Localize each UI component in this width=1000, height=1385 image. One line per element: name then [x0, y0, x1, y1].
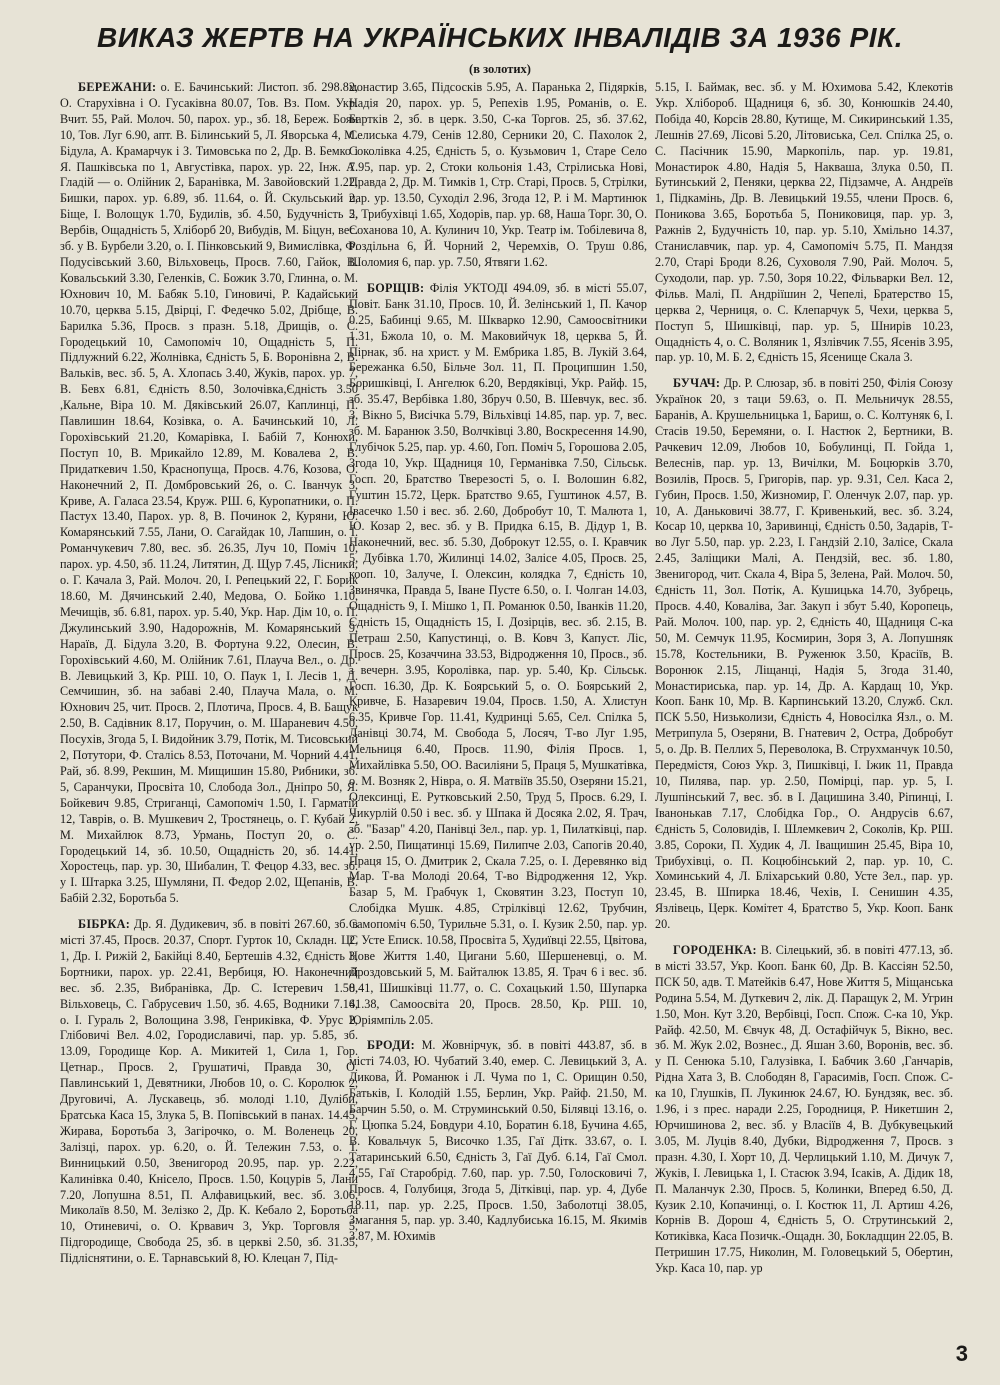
section-paragraph: [349, 1038, 647, 1245]
section-text: Філія УКТОДІ 494.09, зб. в місті 55.07, Повіт. Банк 31.10, Просв. 10, Й. Зелінський 1, П. Качор 0.25, Бабинці 9.65, М. Шкварко 12.90, Самоосвітники 1.31, Бжола 10, о. М. Маковийчук 18, церква 5, Й. Пірнак, зб. на христ. у М. Ембрика 1.85, В. Лукій 3.64, Бережанка 6.50, Більче Зол. 11, П. Проципшин 1.50, Боришківці, І. Ангелюк 6.20, Вердяківці, Укр. Райф. 15, зб. 35.47, Вербівка 1.80, Збруч 0.50, В. Шевчук, вес. зб. 3, Вікно 5, Висічка 5.79, Вільхівці 14.85, пар. ур. 7, вес. зб. М. Баранюк 3.50, Волчківці 3.80, Воскресення 14.90, Глубічок 5.25, пар. ур. 4.60, Гоп. Поміч 5, Горошова 2.05, Згода 10, Укр. Щадниця 10, Германівка 7.50, Сільськ. Госп. 20, Братство Тверезості 5, о. І. Волошин 6.82, Гуштин 15.72, Церк. Братство 9.65, Гуштинок 4.57, В. Івасечко 1.50 і вес. зб. 2.60, Добробут 10, Т. Малюта 1, Ю. Козар 2, вес. зб. у В. Придка 6.15, В. Дідур 1, В. Наконечний, вес. зб. 5.30, Доброкут 12.55, о. І. Кравчик 5, Дубівка 1.70, Жилинці 14.02, Залісе 4.05, Просв. 25, кооп. 10, Залуче, І. Олексин, колядка 7, Єдність 10, Звинячка, Правда 5, Іване Пусте 6.50, о. І. Чолган 14.03, Ощадність 9, І. Мішко 1, П. Романюк 0.50, Іванків 11.20, Єдність 15, Ощадність 15, І. Дозірців, вес. зб. 2.15, В. Петраш 2.50, Капустинці, о. В. Ковч 3, Капуст. Ліс, Просв. 25, Козаччина 33.53, Відродження 10, Просв., зб. з вечерн. 3.95, Королівка, пар. ур. 5.40, Кр. Сільськ. Госп. 16.30, Др. К. Боярський 5, о. О. Боярський 2, Кривче, Б. Назаревич 19.04, Просв. 1.50, А. Хлистун 6.35, Кривче Гор. 11.41, Кудринці 5.65, Сел. Спілка 5, Ланівці 30.74, М. Свобода 5, Лосяч, Т-во Луг 1.95, Мельниця 6.40, Просв. 11.90, Філія Просв. 1, Михайлівка 5.50, ОО. Василіяни 5, Праця 5, Мушкатівка, о. М. Возняк 2, Нівра, о. Я. Матвіїв 35.50, Озеряни 15.21, Олексинці, Е. Рутковський 2.50, Труд 5, Просв. 6.29, І. Чикурлій 0.50 і вес. зб. у Шпака й Досяка 2.02, Я. Трач, зб. "Базар" 4.20, Панівці Зел., пар. ур. 1, Пилатківці, пар. ур. 2.50, Пищатинці 15.69, Пилипче 2.03, Сапогів 20.40, Праця 15, О. Дмитрик 2, Скала 7.25, о. І. Деревянко від Мар. Т-ва Молоді 20.64, Т-во Відродження 12, Укр. Базар 5, М. Грабчук 1, Сковятин 3.23, Поступ 10, Слобідка Мушк. 4.85, Стрілківці 12.62, Трубчин, Самопоміч 6.50, Турильче 5.31, о. І. Кузик 2.50, пар. ур. 2, Усте Еписк. 10.58, Просвіта 5, Худиївці 22.55, Цвітова, Нове Життя 1.40, Цигани 5.60, Шершеневці, о. М. Дроздовський 5, М. Байталюк 13.85, Я. Трач 6 і вес. зб. 8.41, Шишківці 11.77, о. С. Сохацький 1.50, Шупарка 41.38, Самоосвіта 20, Просв. 28.50, Кр. РШ. 10, Юріямпіль 2.05.: [349, 280, 647, 1027]
section-heading: БРОДИ:: [367, 1038, 416, 1053]
section-heading: БЕРЕЖАНИ:: [78, 80, 157, 94]
section-heading: БОРЩІВ:: [367, 280, 425, 295]
section-paragraph: [349, 281, 647, 1029]
section-paragraph: [60, 80, 358, 907]
page-subtitle: (в золотих): [469, 62, 531, 76]
section-heading: БУЧАЧ:: [673, 376, 721, 391]
text-column-3: [655, 80, 953, 1355]
text-column-1: [60, 80, 358, 1355]
page-number: 3: [955, 1341, 968, 1366]
continued-paragraph: [655, 80, 953, 366]
section-text: монастир 3.65, Підсосків 5.95, А. Паранька 2, Підярків, Надія 20, парох. ур. 5, Репехів 1.95, Романів, о. Е. Бартків 2, зб. в церк. 3.50, С-ка Торгов. 25, зб. 37.62, Селиська 4.79, Сенів 12.80, Серники 20, С. Пахолок 2, Соколівка 4.25, Єдність 5, о. Кузьмович 1, Старе Село 7.95, пар. ур. 2, Стоки кольонія 1.43, Стрілиська Нові, Правда 2, Др. М. Тимків 1, Стр. Старі, Просв. 5, Стрілки, пар. ур. 13.50, Суходіл 2.96, Згода 12, Р. і М. Мартинюк 2, Трибухівці 1.65, Ходорів, пар. ур. 68, Наша Торг. 30, О. Соханова 10, А. Кулинич 10, Укр. Театр ім. Тобілевича 8, Роздільна 6, Й. Чорний 2, Черемхів, О. Труш 0.86, Шоломия 6, пар. ур. 7.50, Ятвяги 1.62.: [349, 80, 647, 269]
text-column-2: [349, 80, 647, 1355]
section-text: 5.15, І. Баймак, вес. зб. у М. Юхимова 5.42, Клекотів Укр. Хлібороб. Щадниця 6, зб. 30, Конюшків 24.40, Побіда 40, Корсів 28.80, Кутище, М. Сикиринський 1.35, Лешнів 27.69, Лісові 5.20, Літовиська, Сел. Спілка 25, о. С. Пасічник 15.90, Маркопіль, пар. ур. 19.81, Монастирок 4.80, Надія 5, Наквашa, Злука 0.50, П. Бутинський 2, Пеняки, церква 22, Підзамче, А. Андреїв 1, Підкамінь, Др. В. Левицький 19.55, члени Просв. 6, Поникова 3.65, Боротьба 5, Пониковиця, пар. ур. 3, Ражнів 2, Будучність 10, пар. ур. 5.10, Хмільно 14.37, Станиславчик, пар. ур. 4, Самопоміч 5.75, П. Мандзя 2.70, Старі Броди 8.26, Суховоля 7.90, Рай. Молоч. 5, Суходоли, пар. ур. 7.50, Зоря 10.22, Фільварки Вел. 12, Фільв. Малі, П. Андріїшин 2, Чепелі, Братерство 15, церква 2, Черниця, о. С. Клепарчук 5, Чехи, церква 5, Поступ 5, Шишківці, пар. ур. 5, Шнирів 10.23, Ощадність 4, о. С. Воляник 1, Язлівчик 7.55, Ясенів 3.95, пар. ур. 10, М. Б. 2, Єдність 15, Ясенище Скала 3.: [655, 80, 953, 365]
section-text: Др. Я. Дудикевич, зб. в повіті 267.60, зб. в місті 37.45, Просв. 20.37, Спорт. Гурток 10, Складн. ЦС 1, Др. І. Рижій 2, Бакійці 8.40, Бертешів 4.32, Єдність 3, Бортники, парох. ур. 22.41, Вербиця, Ю. Наконечний вес. зб. 2.35, Вибранівка, Др. С. Істеревич 1.50, Вільховець, С. Габрусевич 1.50, зб. 4.65, Водники 7.16, о. І. Гураль 2, Волощина 3.98, Генриківка, Ф. Урус 2, Глібовичі Вел. 4.02, Городиславичі, пар. ур. 5.85, зб. 13.09, Городище Кор. А. Микитей 1, Сила 1, Гор. Цетнар., Просв. 2, Грушатичі, Правда 30, О. Павлинський 1, Девятники, Любов 10, о. С. Королюк 2, Друговичі, А. Лускавець, зб. молоді 1.10, Дуліби, Братська Каса 15, Злука 5, В. Попівський в панах. 14.45, Жирава, Боротьба 3, Загірочко, о. М. Воленець 20, Залізці, парох. ур. 6.20, о. Й. Тележин 7.53, о. І. Винницький 0.50, Звенигород 20.95, пар. ур. 2.22, Калинівка 0.40, Кнісело, Просв. 1.50, Коцурів 5, Лани 7.20, Лопушна 8.51, П. Алфавицький, вес. зб. 3.06, Миколаїв 8.50, М. Зелізко 2, Др. К. Кебало 2, Боротьба 10, Отиневичі, о. О. Крвавич 3, Укр. Торговля 5, Підгородище, Свобода 25, зб. в церкві 2.50, зб. 31.35, Підліснятини, о. Е. Тарнавський 8, Ю. Клецан 7, Під-: [60, 917, 358, 1266]
section-text: М. Жовнірчук, зб. в повіті 443.87, зб. в місті 74.03, Ю. Чубатий 3.40, емер. С. Левицький 3, А. Дикова, Й. Романюк і Л. Чума по 1, С. Орищин 0.50, Батьків, І. Колодій 1.55, Берлин, Укр. Райф. 21.50, М. Барчин 5.50, о. М. Струминський 0.50, Білявці 13.16, о. Г. Цюпка 5.24, Бовдури 4.10, Боратин 6.18, Бучина 4.65, В. Ковальчук 5, Височко 1.35, Гаї Дітк. 33.67, о. І. Татаринський 6.50, Єдність 3, Гаї Дуб. 6.14, Гаї Смол. 4.55, Гаї Старобрід. 7.60, пар. ур. 7.50, Голосковичі 7, Просв. 4, Голубиця, Згода 5, Дітківці, пар. ур. 4, Дубе 18.11, пар. ур. 2.25, Просв. 1.50, Заболотці 38.05, Змагання 5, пар. ур. 3.40, Кадлубиська 16.15, М. Якимів 3.87, М. Юхимів: [349, 1038, 647, 1244]
section-heading: БІБРКА:: [78, 917, 131, 932]
page-title: ВИКАЗ ЖЕРТВ НА УКРАЇНСЬКИХ ІНВАЛІДІВ ЗА 1936 РІК.: [97, 22, 903, 53]
section-paragraph: [655, 943, 953, 1277]
section-paragraph: [655, 376, 953, 933]
section-text: Др. Р. Слюзар, зб. в повіті 250, Філія Союзу Українок 20, з таци 59.63, о. П. Мельничук 28.55, Баранів, А. Крушельницька 1, Бариш, о. С. Колтуняк 6, І. Стасів 19.50, Беремяни, о. І. Настюк 2, Бертники, В. Рачкевич 12.09, Любов 10, Бобулинці, П. Гойда 1, Велеснів, пар. ур. 13, Вичілки, М. Боцюрків 3.70, Возилів, Просв. 5, Григорів, пар. ур. 9.31, Сел. Каса 2, Губин, Просв. 1.50, Жизномир, Г. Оленчук 2.07, пар. ур. 10, А. Даньковичі 38.77, Г. Кривенький, вес. зб. 3.24, Косар 10, церква 10, Заривинці, Єдність 0.50, Задарів, Т-во Луг 5.50, пар. ур. 2.23, І. Гандзій 2.10, Залісе, Скала 2.45, Заліщики Малі, А. Пендзій, вес. зб. 1.80, Звенигород, чит. Скала 4, Віра 5, Зелена, Рай. Молоч. 50, Єдність 11, Зол. Потік, А. Кушицька 14.70, Зубрець, Просв. 4.40, Коваліва, Заг. Закуп і збут 5.40, Коропець, Рай. Молоч. 100, пар. ур. 2, Єдність 40, Щадниця С-ка 50, М. Семчук 11.95, Космирин, Зоря 3, А. Лопушняк 15.78, Костельники, В. Руженюк 3.50, Красіїв, В. Воронюк 2.15, Ліщанці, Надія 5, Згода 31.40, Монастириська, пар. ур. 14, Др. А. Кардащ 10, Укр. Кооп. Банк 10, Мр. В. Карпинський 13.20, Служб. Скл. ПСК 5.50, Низьколизи, Єдність 4, Новосілка Язл., о. М. Метрипула 5, Озеряни, В. Гнатевич 2, Острa, Добробут 5, о. Др. В. Пеллих 5, Переволока, В. Струхманчук 10.50, Передмістя, Союз Укр. 3, Пишківці, І. Іжик 11, Правда 10, Пилява, пар. ур. 2.50, Помірці, пар. ур. 5, І. Лушпінський 7, вес. зб. в І. Дацишина 3.40, Ріпинці, І. Іванонькaв 7.17, Слобідка Гор., О. Андрусів 6.67, Єдність 5, Соловидів, І. Шлемкевич 2, Соколів, Кр. РШ. 3.85, Сороки, П. Худик 4, Л. Іващишин 25.45, Віра 10, Трибухівці, о. П. Коцюбінський 2, пар. ур. 10, С. Хоминський 4, Л. Бліхарський 0.80, Усте Зел., пар. ур. 23.45, В. Шпирка 18.46, Чехів, І. Сенишин 4.35, Язлівець, Церк. Комітет 4, Братство 5, Укр. Кооп. Банк 20.: [655, 376, 953, 932]
section-text: о. Е. Бачинський: Листоп. зб. 298.82, О. Старухівна і О. Гусаківна 80.07, Тов. Вз. Пом. Укр. Вчит. 55, Рай. Молоч. 50, парох. ур., зб. 18, Береж. Боян 10, Тов. Луг 6.90, апт. В. Білинський 5, Л. Яворська 4, М. Бідула, А. Крамарчук і З. Тимовська по 2, Др. В. Бемко і Я. Пашківська по 1, Августівка, парох. ур. 22, Інж. А. Гладій — о. Олійник 2, Баранівка, М. Завойовский 1.22, Бишки, парох. ур. 6.89, зб. 11.64, о. Й. Скульський 2, Біще, І. Волощук 1.70, Будилів, зб. 4.50, Будучність 5, Вербів, Ощадність 5, Хліборб 20, Вибудів, М. Біцун, вес. зб. у В. Бурбели 3.20, о. І. Пінковський 9, Вимислівка, Ф. Подусівський 3.60, Вільховець, Просв. 7.60, Гайок, В. Ковальський 3.30, Геленків, С. Божик 3.70, Глинна, о. М. Юхнович 10, М. Бабяк 5.10, Гиновичі, Р. Кадайський 10.70, церква 5.15, Двірці, Г. Федечко 5.02, Дрібще, В. Барилка 5.36, Просв. з празн. 5.18, Дрищів, о. С. Городецький 10, Самопоміч 10, Ощадність 5, П. Підлужний 6.22, Жолнівка, Єдність 5, Б. Воронівна 2, В. Вальків, вес. зб. 5, А. Хлопась 3.40, Жуків, парох. ур. 7, В. Бевх 6.81, Єдність 8.50, Золочівка,Єдність 3.50 ,Кальне, Віра 10. М. Дяківський 26.07, Каплинці, П. Павлишин 18.64, Козівка, о. А. Бачинський 10, Л. Горохівський 21.20, Комарівка, І. Бабій 7, Конюхи, Поступ 10, В. Мрикайло 12.89, М. Ковалева 2, В. Придаткевич 1.50, Краснопуща, Просв. 4.76, Козова, О. Наконечний 2, П. Домбровський 26, о. С. Іванчук 3, Криве, А. Галаса 23.54, Круж. РШ. 6, Куропатники, о. П. Пастух 13.40, Парох. ур. 8, В. Починок 2, Куряни, Ю. Комарянський 7.55, Лани, О. Сагайдак 10, Лапшин, о. І. Романчукевич 7.80, вес. зб. 26.35, Луч 10, Поміч 10, парох. ур. 4.50, зб. 11.24, Литятин, Д. Щур 7.45, Лісники, о. Г. Качала 3, Рай. Молоч. 20, І. Репецький 22, Г. Борик 18.60, М. Дячинський 2.40, Медова, О. Бойко 1.10, Мечищів, зб. 6.81, парох. ур. 5.40, Укр. Нар. Дім 10, о. П. Джулинський 3.90, Надорожнів, М. Комарянський 9, Нараїв, Д. Бідула 3.20, В. Фортуна 9.22, Олесин, В. Горохівський 4.60, М. Олійник 7.61, Плауча Вел., о. Др. В. Левицький 3, Кр. РШ. 10, О. Паук 1, І. Лесів 1, Д. Семчишин, зб. на забаві 2.40, Плауча Мала, о. М. Юхнович 25, чит. Просв. 2, Плотича, Просв. 4, В. Бащук 2.50, В. Садівник 8.17, Поручин, о. М. Шараневич 4.50, Посухів, Згода 5, І. Видойник 3.79, Потік, М. Тисовський 2, Потутори, Ф. Сталісь 8.53, Поточани, М. Чорний 4.41, Рай, зб. 8.99, Рекшин, М. Мищишин 15.80, Рибники, зб. 5, Саранчуки, Просвіта 10, Слобода Зол., Дніпро 50, Я. Бойкевич 9.85, Стриганці, Самопоміч 1.50, І. Гарматій 12, Таврів, о. В. Мушкевич 2, Тростянець, о. Г. Кубай 2, М. Михайлюк 8.73, Урмань, Поступ 20, о. С. Городецький 14, зб. 10.50, Ощадність 20, зб. 14.41, Хоростець, пар. ур. 30, Шибалин, Т. Фецор 4.33, вес. зб. у І. Штарка 3.25, Шумляни, П. Федор 2.02, Щепанів, В. Бабій 2.32, Боротьба 5.: [60, 80, 358, 906]
section-heading: ГОРОДЕНКА:: [673, 943, 757, 958]
section-paragraph: [60, 917, 358, 1267]
section-text: В. Сілецький, зб. в повіті 477.13, зб. в місті 33.57, Укр. Кооп. Банк 60, Др. В. Кассіян 52.50, ПСК 50, адв. Т. Матейків 6.47, Нове Життя 5, Міщанська Родина 5.54, М. Дуткевич 2, лік. Д. Паращук 2, М. Угрин 1.50, Мон. Кут 3.20, Вербівці, Госп. Спож. С-ка 10, Укр. Райф. 42.50, М. Євчук 48, Д. Остафійчук 5, Вікно, вес. зб. М. Жук 2.02, Вознес., Д. Яшан 3.60, Воронів, вес. зб. у П. Сенюка 5.10, Галузівка, І. Бабчик 3.60 ,Ганчарів, Рідна Хата 3, В. Слободян 8, Гарасимів, Госп. Спож. С-ка 10, Глушків, П. Лукинюк 24.67, Ю. Бундзяк, вес. зб. 1.96, і з прес. наради 2.25, Городниця, Р. Никетшин 2, Юрчишинова 2, вес. зб. у Власіїв 4, В. Дубкувецький 3.05, М. Луців 8.40, Дубки, Відродження 7, Просв. з празн. 4.30, І. Хорт 10, Д. Черлицький 1.10, М. Дичук 7, Жуків, І. Левицька 1, І. Стасюк 3.94, Ісаків, А. Дідик 18, П. Маланчук 2.30, Просв. 5, Колинки, Вперед 6.50, Д. Кузик 2.10, Копачинці, о. І. Костюк 11, Л. Артиш 4.26, Корнів В. Дорош 4, Єдність 5, О. Струтинський 2, Котиківка, Каса Позичк.-Ощадн. 30, Бокладщин 22.05, В. Петришин 17.75, Николин, М. Головецький 5, Обертин, Укр. Каса 10, пар. ур: [655, 943, 953, 1276]
continued-paragraph: [349, 80, 647, 271]
